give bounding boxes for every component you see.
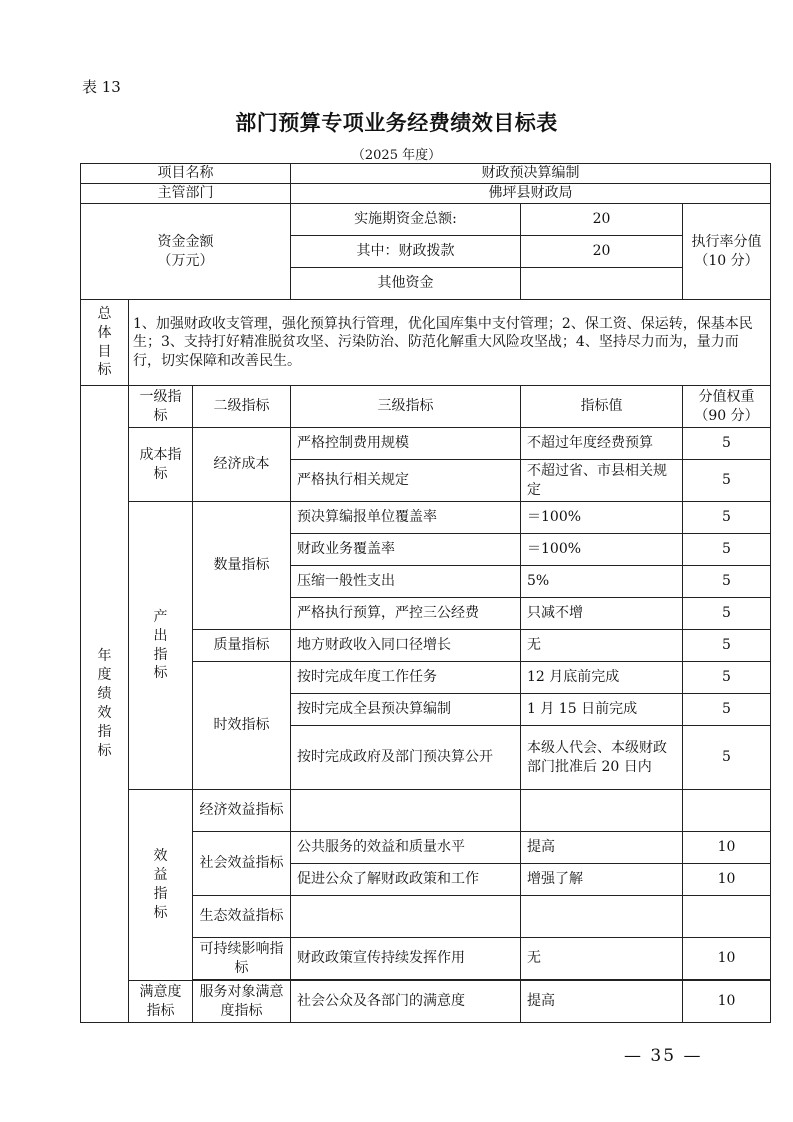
indicator-value: 无 bbox=[521, 938, 683, 980]
quality-indicator-label: 质量指标 bbox=[193, 630, 291, 662]
indicator-value: 提高 bbox=[521, 832, 683, 864]
table-row bbox=[81, 790, 771, 832]
cost-indicator-label: 成本指标 bbox=[129, 428, 193, 502]
quantity-indicator-label: 数量指标 bbox=[193, 502, 291, 630]
indicator-name: 预决算编报单位覆盖率 bbox=[291, 502, 521, 534]
header-level2: 二级指标 bbox=[193, 386, 291, 428]
service-satisfaction-label: 服务对象满意度指标 bbox=[193, 981, 291, 1023]
department-label: 主管部门 bbox=[81, 184, 291, 204]
funds-other-label: 其他资金 bbox=[291, 268, 521, 300]
indicator-weight: 5 bbox=[683, 566, 771, 598]
indicator-weight: 10 bbox=[683, 938, 771, 980]
indicator-weight: 5 bbox=[683, 630, 771, 662]
indicator-weight: 5 bbox=[683, 534, 771, 566]
output-indicator-label: 产出指标 bbox=[129, 502, 193, 790]
indicator-value: 不超过省、市县相关规定 bbox=[521, 460, 683, 502]
ecological-benefit-label: 生态效益指标 bbox=[193, 896, 291, 938]
sustainable-impact-label: 可持续影响指标 bbox=[193, 938, 291, 980]
indicator-weight: 5 bbox=[683, 726, 771, 790]
table-row bbox=[81, 502, 771, 534]
indicator-weight: 5 bbox=[683, 428, 771, 460]
indicator-name: 财政政策宣传持续发挥作用 bbox=[291, 938, 521, 980]
document-title: 部门预算专项业务经费绩效目标表 bbox=[235, 110, 558, 135]
social-benefit-label: 社会效益指标 bbox=[193, 832, 291, 896]
table-row bbox=[81, 428, 771, 460]
department-value: 佛坪县财政局 bbox=[291, 184, 771, 204]
indicator-weight bbox=[683, 790, 771, 832]
indicator-weight: 5 bbox=[683, 502, 771, 534]
indicator-value: 无 bbox=[521, 630, 683, 662]
indicator-name: 严格执行预算，严控三公经费 bbox=[291, 598, 521, 630]
indicator-name: 按时完成全县预决算编制 bbox=[291, 694, 521, 726]
funds-amount-label bbox=[81, 204, 291, 300]
page-number: — 35 — bbox=[624, 1046, 703, 1066]
indicator-value: ＝100% bbox=[521, 502, 683, 534]
funds-amount-label-line1: 资金金额 bbox=[157, 234, 214, 251]
indicator-name bbox=[291, 896, 521, 938]
indicator-name: 按时完成政府及部门预决算公开 bbox=[291, 726, 521, 790]
indicator-weight: 10 bbox=[683, 864, 771, 896]
indicator-value: 不超过年度经费预算 bbox=[521, 428, 683, 460]
satisfaction-indicator-label: 满意度指标 bbox=[129, 981, 193, 1023]
project-name-row bbox=[81, 164, 771, 184]
indicator-weight: 10 bbox=[683, 981, 771, 1023]
funds-other-value bbox=[521, 268, 683, 300]
header-level3: 三级指标 bbox=[291, 386, 521, 428]
indicator-header-row bbox=[81, 386, 771, 428]
funds-total-row bbox=[81, 204, 771, 236]
overall-objective-label: 总体目标 bbox=[81, 300, 129, 386]
funds-allocation-label: 其中：财政拨款 bbox=[291, 236, 521, 268]
benefit-indicator-label: 效益指标 bbox=[129, 790, 193, 981]
indicator-weight: 5 bbox=[683, 598, 771, 630]
execution-rate-score: 执行率分值（10 分） bbox=[683, 204, 771, 300]
table-number: 表 13 bbox=[82, 78, 121, 96]
indicator-name: 财政业务覆盖率 bbox=[291, 534, 521, 566]
indicator-value: 12 月底前完成 bbox=[521, 662, 683, 694]
indicator-weight: 5 bbox=[683, 662, 771, 694]
funds-total-label: 实施期资金总额: bbox=[291, 204, 521, 236]
project-name-label: 项目名称 bbox=[81, 164, 291, 184]
funds-amount-label-line2: （万元） bbox=[157, 252, 214, 269]
indicator-weight: 5 bbox=[683, 460, 771, 502]
indicator-name: 公共服务的效益和质量水平 bbox=[291, 832, 521, 864]
header-weight: 分值权重（90 分） bbox=[683, 386, 771, 428]
indicator-value bbox=[521, 896, 683, 938]
table-row bbox=[81, 981, 771, 1023]
economic-cost-label: 经济成本 bbox=[193, 428, 291, 502]
funds-allocation-value: 20 bbox=[521, 236, 683, 268]
indicator-name: 严格执行相关规定 bbox=[291, 460, 521, 502]
indicator-name: 按时完成年度工作任务 bbox=[291, 662, 521, 694]
indicator-name: 严格控制费用规模 bbox=[291, 428, 521, 460]
indicator-value: 只减不增 bbox=[521, 598, 683, 630]
project-name-value: 财政预决算编制 bbox=[291, 164, 771, 184]
overall-objective-row bbox=[81, 300, 771, 386]
document-year: （2025 年度） bbox=[351, 148, 442, 163]
indicator-value: 增强了解 bbox=[521, 864, 683, 896]
indicator-name: 社会公众及各部门的满意度 bbox=[291, 981, 521, 1023]
indicator-name: 地方财政收入同口径增长 bbox=[291, 630, 521, 662]
indicator-value: ＝100% bbox=[521, 534, 683, 566]
indicator-name: 压缩一般性支出 bbox=[291, 566, 521, 598]
header-level1: 一级指标 bbox=[129, 386, 193, 428]
performance-target-table bbox=[80, 163, 771, 1023]
indicator-value: 提高 bbox=[521, 981, 683, 1023]
indicator-weight bbox=[683, 896, 771, 938]
department-row bbox=[81, 184, 771, 204]
indicator-value bbox=[521, 790, 683, 832]
header-value: 指标值 bbox=[521, 386, 683, 428]
indicator-weight: 5 bbox=[683, 694, 771, 726]
annual-indicators-label: 年度绩效指标 bbox=[81, 386, 129, 1023]
indicator-weight: 10 bbox=[683, 832, 771, 864]
indicator-value: 本级人代会、本级财政部门批准后 20 日内 bbox=[521, 726, 683, 790]
overall-objective-text: 1、加强财政收支管理，强化预算执行管理，优化国库集中支付管理；2、保工资、保运转，保基本民生；3、支持打好精准脱贫攻坚、污染防治、防范化解重大风险攻坚战；4、坚持尽力而为，量力而行，切实保障和改善民生。 bbox=[129, 300, 771, 386]
indicator-name bbox=[291, 790, 521, 832]
indicator-value: 1 月 15 日前完成 bbox=[521, 694, 683, 726]
economic-benefit-label: 经济效益指标 bbox=[193, 790, 291, 832]
indicator-value: 5% bbox=[521, 566, 683, 598]
indicator-name: 促进公众了解财政政策和工作 bbox=[291, 864, 521, 896]
timeliness-indicator-label: 时效指标 bbox=[193, 662, 291, 790]
funds-total-value: 20 bbox=[521, 204, 683, 236]
